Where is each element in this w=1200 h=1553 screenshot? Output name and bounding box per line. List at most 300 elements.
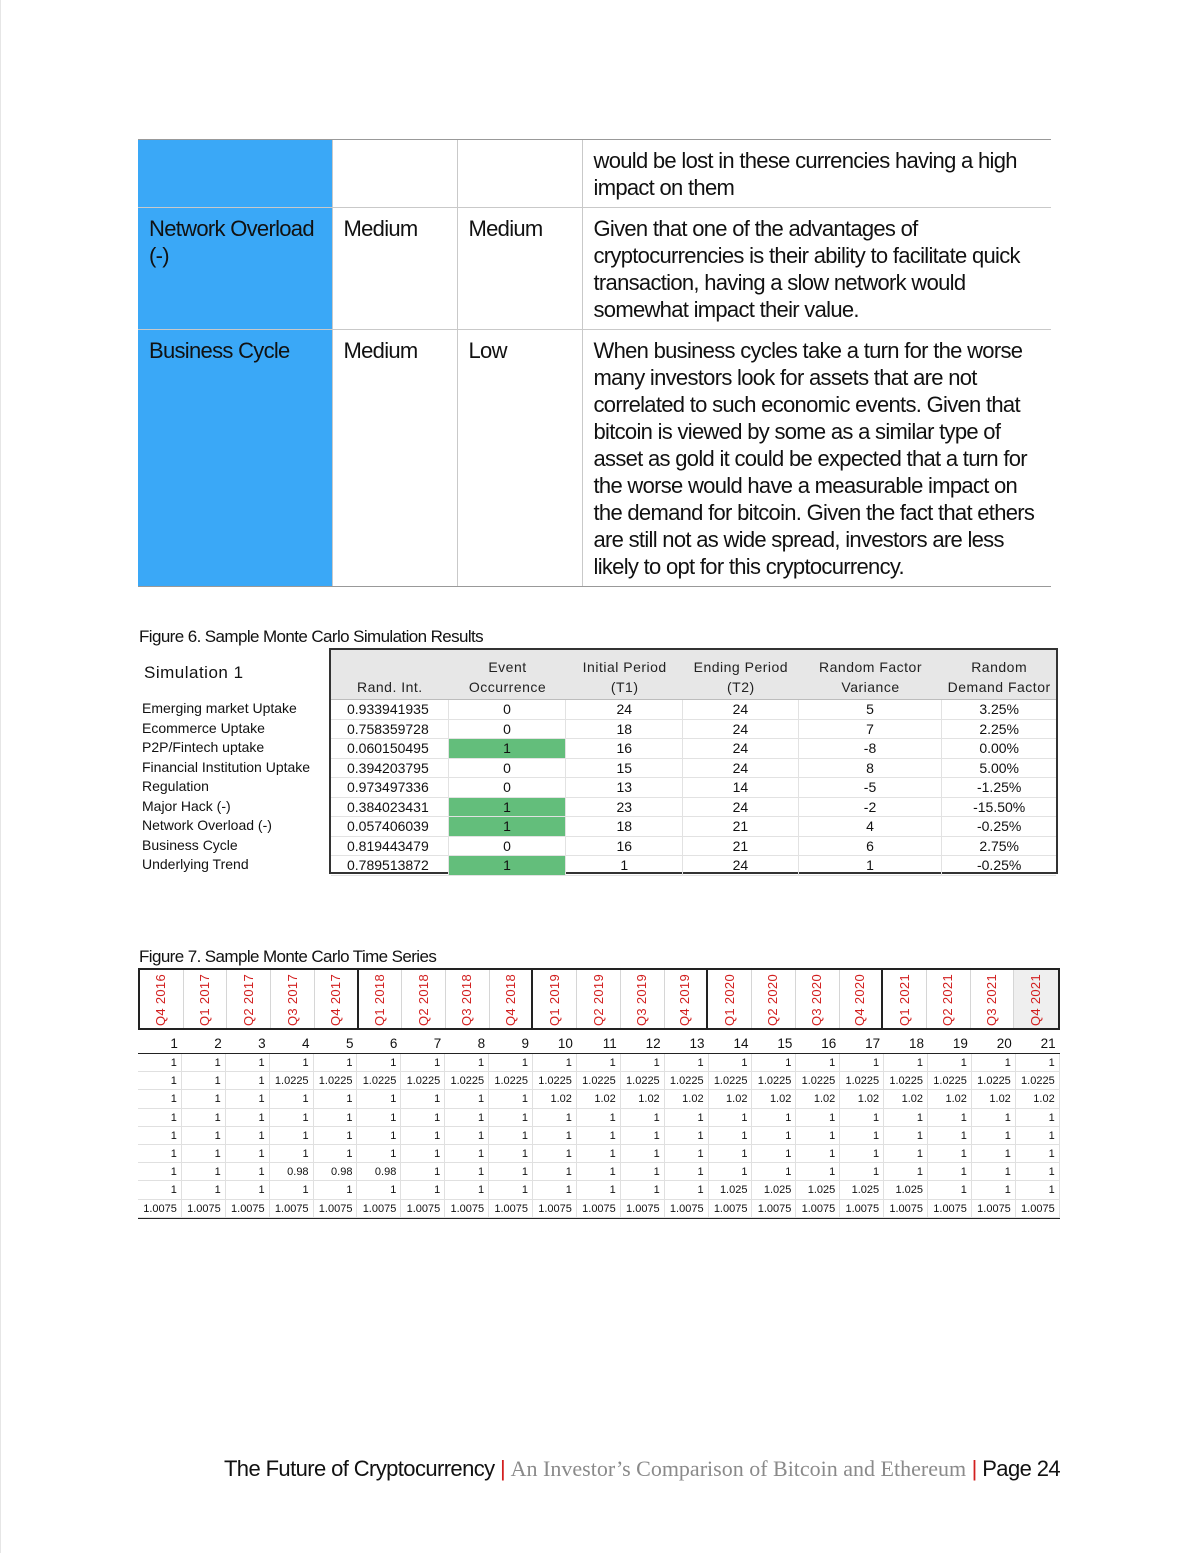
time-series-cell: 1.02 xyxy=(752,1090,796,1108)
time-series-cell: 1 xyxy=(489,1181,533,1199)
time-series-cell: 1 xyxy=(138,1054,182,1072)
time-series-cell: 1 xyxy=(138,1109,182,1127)
time-series-cell: 1 xyxy=(533,1145,577,1163)
period-number: 6 xyxy=(389,1036,398,1051)
simulation-factor-label: Network Overload (-) xyxy=(142,817,272,833)
time-series-cell: 1.0075 xyxy=(489,1200,533,1218)
simulation-cell-demand: 0.00% xyxy=(942,739,1056,759)
time-series-cell: 1 xyxy=(270,1054,314,1072)
simulation-cell-demand: 3.25% xyxy=(942,700,1056,720)
period-number: 5 xyxy=(345,1036,354,1051)
quarter-header-cell xyxy=(533,970,577,1028)
simulation-table-body xyxy=(331,700,1056,876)
simulation-cell-demand: 2.75% xyxy=(942,837,1056,857)
time-series-cell: 1 xyxy=(401,1090,445,1108)
time-series-cell: 1 xyxy=(182,1181,226,1199)
risk-factor-name xyxy=(138,140,332,208)
simulation-row xyxy=(331,720,1056,740)
time-series-cell: 1 xyxy=(489,1145,533,1163)
time-series-cell: 1 xyxy=(972,1163,1016,1181)
simulation-cell-rand: 0.973497336 xyxy=(331,778,449,798)
time-series-cell: 1 xyxy=(928,1163,972,1181)
simulation-cell-event: 0 xyxy=(449,778,567,798)
simulation-cell-t2: 21 xyxy=(683,817,799,837)
time-series-cell: 1 xyxy=(1016,1145,1060,1163)
time-series-cell: 1 xyxy=(752,1163,796,1181)
quarter-label: Q2 2018 xyxy=(415,974,431,1026)
time-series-cell: 1 xyxy=(972,1181,1016,1199)
quarter-label: Q1 2019 xyxy=(546,974,562,1026)
time-series-cell: 1 xyxy=(357,1109,401,1127)
time-series-cell: 1.02 xyxy=(796,1090,840,1108)
time-series-cell: 1 xyxy=(796,1127,840,1145)
time-series-cell: 1.02 xyxy=(884,1090,928,1108)
time-series-cell: 1.02 xyxy=(1016,1090,1060,1108)
time-series-cell: 1 xyxy=(665,1127,709,1145)
time-series-cell: 1 xyxy=(182,1127,226,1145)
time-series-cell: 1 xyxy=(445,1054,489,1072)
time-series-cell: 1 xyxy=(621,1127,665,1145)
time-series-cell: 1 xyxy=(445,1090,489,1108)
header-line-1: Event xyxy=(488,659,527,675)
simulation-factor-label: Underlying Trend xyxy=(142,856,249,872)
time-series-cell: 1 xyxy=(577,1054,621,1072)
quarter-label: Q3 2019 xyxy=(634,974,650,1026)
time-series-cell: 1 xyxy=(270,1181,314,1199)
time-series-cell: 1 xyxy=(577,1145,621,1163)
time-series-cell: 1 xyxy=(533,1163,577,1181)
time-series-cell: 1 xyxy=(884,1127,928,1145)
simulation-results-table xyxy=(329,648,1058,874)
time-series-cell: 1 xyxy=(972,1127,1016,1145)
time-series-cell: 1.025 xyxy=(709,1181,753,1199)
header-line-1: Ending Period xyxy=(693,659,789,675)
simulation-row xyxy=(331,739,1056,759)
time-series-cell: 1 xyxy=(357,1054,401,1072)
simulation-row xyxy=(331,856,1056,876)
header-line-2: (T2) xyxy=(727,679,755,695)
time-series-cell: 1.0225 xyxy=(577,1072,621,1090)
period-number: 7 xyxy=(433,1036,442,1051)
period-number: 17 xyxy=(865,1036,881,1051)
quarter-header-cell xyxy=(1014,970,1058,1028)
quarter-header-cell xyxy=(665,970,709,1028)
period-number: 8 xyxy=(477,1036,486,1051)
time-series-cell: 1 xyxy=(357,1145,401,1163)
period-number: 12 xyxy=(645,1036,661,1051)
time-series-cell: 1.0225 xyxy=(621,1072,665,1090)
simulation-factor-label: Emerging market Uptake xyxy=(142,700,297,716)
simulation-cell-variance: 7 xyxy=(799,720,943,740)
time-series-row xyxy=(138,1127,1060,1145)
impact-description: Given that one of the advantages of cryptocurrencies is their ability to facilitate quick transaction, having a slow network would somewhat impact their value. xyxy=(582,208,1051,330)
time-series-cell: 1 xyxy=(621,1145,665,1163)
quarter-header-cell xyxy=(184,970,228,1028)
quarter-label: Q2 2021 xyxy=(940,974,956,1026)
time-series-cell: 1.0225 xyxy=(928,1072,972,1090)
time-series-cell: 1 xyxy=(445,1163,489,1181)
simulation-cell-variance: 6 xyxy=(799,837,943,857)
time-series-cell: 1.0225 xyxy=(840,1072,884,1090)
time-series-row xyxy=(138,1163,1060,1181)
time-series-cell: 1 xyxy=(533,1181,577,1199)
page-footer xyxy=(224,1456,1060,1482)
risk-row xyxy=(138,330,1051,587)
period-number: 4 xyxy=(302,1036,310,1051)
quarter-header-cell xyxy=(359,970,403,1028)
time-series-cell: 1 xyxy=(1016,1163,1060,1181)
time-series-cell: 1 xyxy=(226,1090,270,1108)
time-series-cell: 1 xyxy=(489,1090,533,1108)
time-series-cell: 1.0225 xyxy=(445,1072,489,1090)
time-series-cell: 1 xyxy=(796,1145,840,1163)
simulation-cell-variance: -8 xyxy=(799,739,943,759)
time-series-cell: 1.0075 xyxy=(226,1200,270,1218)
time-series-cell: 1 xyxy=(884,1054,928,1072)
time-series-cell: 1 xyxy=(182,1109,226,1127)
time-series-cell: 1 xyxy=(884,1109,928,1127)
time-series-cell: 1.025 xyxy=(840,1181,884,1199)
time-series-cell: 1 xyxy=(1016,1181,1060,1199)
quarter-header-cell xyxy=(227,970,271,1028)
time-series-cell: 1 xyxy=(1016,1127,1060,1145)
time-series-cell: 1 xyxy=(182,1145,226,1163)
time-series-cell: 1 xyxy=(972,1109,1016,1127)
page-edge xyxy=(0,0,1,1553)
time-series-cell: 1 xyxy=(226,1127,270,1145)
quarter-label: Q1 2017 xyxy=(197,974,213,1026)
time-series-cell: 1 xyxy=(489,1127,533,1145)
simulation-cell-event: 0 xyxy=(449,837,567,857)
simulation-cell-t2: 24 xyxy=(683,759,799,779)
time-series-cell: 1.0225 xyxy=(709,1072,753,1090)
simulation-cell-t2: 24 xyxy=(683,700,799,720)
header-line-1: Random xyxy=(971,659,1028,675)
time-series-cell: 1 xyxy=(884,1163,928,1181)
quarter-label: Q4 2021 xyxy=(1028,974,1044,1026)
time-series-cell: 1 xyxy=(665,1163,709,1181)
impact-description: would be lost in these currencies having a high impact on them xyxy=(582,140,1051,208)
simulation-cell-variance: -2 xyxy=(799,798,943,818)
quarter-label: Q4 2019 xyxy=(677,974,693,1026)
simulation-cell-t2: 24 xyxy=(683,798,799,818)
time-series-cell: 1 xyxy=(709,1127,753,1145)
time-series-cell: 1 xyxy=(796,1163,840,1181)
time-series-cell: 1 xyxy=(533,1109,577,1127)
simulation-factor-label: Financial Institution Uptake xyxy=(142,758,311,775)
time-series-quarter-header xyxy=(138,968,1060,1030)
simulation-cell-event: 1 xyxy=(449,817,567,837)
figure-7-caption: Figure 7. Sample Monte Carlo Time Series xyxy=(139,947,437,966)
time-series-cell: 1 xyxy=(314,1181,358,1199)
time-series-cell: 1 xyxy=(138,1181,182,1199)
period-number: 10 xyxy=(557,1036,573,1051)
impact-description: When business cycles take a turn for the worse many investors look for assets that are not correlated to such economic events. Given that bitcoin is viewed by some as a similar type of asset as gold it could be expected that a turn for the worse would have a measurable impact on the demand for bitcoin. Given the fact that ethers are still not as wide spread, investors are less likely to opt for this cryptocurrency. xyxy=(582,330,1051,587)
time-series-cell: 1.0075 xyxy=(182,1200,226,1218)
simulation-row xyxy=(331,798,1056,818)
period-number: 2 xyxy=(214,1036,222,1051)
time-series-cell: 1 xyxy=(182,1090,226,1108)
quarter-label: Q3 2017 xyxy=(284,974,300,1026)
simulation-header-cell xyxy=(331,650,449,699)
time-series-cell: 0.98 xyxy=(357,1163,401,1181)
figure-6-caption: Figure 6. Sample Monte Carlo Simulation Results xyxy=(139,627,484,646)
header-line-2: Variance xyxy=(841,679,900,695)
time-series-cell: 1 xyxy=(621,1163,665,1181)
time-series-cell: 1 xyxy=(577,1181,621,1199)
time-series-cell: 1 xyxy=(314,1109,358,1127)
time-series-cell: 1 xyxy=(270,1127,314,1145)
time-series-cell: 1 xyxy=(445,1145,489,1163)
time-series-cell: 1.0225 xyxy=(796,1072,840,1090)
footer-title: The Future of Cryptocurrency xyxy=(223,1456,495,1481)
header-line-2: Rand. Int. xyxy=(356,679,423,695)
header-line-2: (T1) xyxy=(610,679,639,695)
simulation-cell-event: 1 xyxy=(449,856,567,876)
ether-impact: Medium xyxy=(457,208,582,330)
time-series-cell: 1.025 xyxy=(796,1181,840,1199)
time-series-cell: 1 xyxy=(357,1127,401,1145)
time-series-cell: 1.0075 xyxy=(884,1200,928,1218)
simulation-cell-t1: 16 xyxy=(566,739,683,759)
time-series-row xyxy=(138,1145,1060,1163)
time-series-cell: 1.0075 xyxy=(709,1200,753,1218)
time-series-cell: 1.0225 xyxy=(489,1072,533,1090)
risk-factor-name: Business Cycle xyxy=(138,330,332,587)
time-series-cell: 1 xyxy=(928,1127,972,1145)
quarter-header-cell xyxy=(577,970,621,1028)
simulation-table-header xyxy=(331,650,1056,700)
simulation-cell-t1: 1 xyxy=(566,856,683,876)
time-series-cell: 1 xyxy=(226,1054,270,1072)
simulation-cell-t1: 13 xyxy=(566,778,683,798)
time-series-cell: 1 xyxy=(928,1181,972,1199)
time-series-cell: 1.0075 xyxy=(752,1200,796,1218)
footer-subtitle: An Investor’s Comparison of Bitcoin and Ethereum xyxy=(510,1456,967,1481)
simulation-cell-rand: 0.758359728 xyxy=(331,720,449,740)
time-series-cell: 1 xyxy=(489,1109,533,1127)
quarter-header-cell xyxy=(271,970,315,1028)
time-series-cell: 1.0075 xyxy=(533,1200,577,1218)
time-series-cell: 1 xyxy=(314,1145,358,1163)
simulation-cell-rand: 0.060150495 xyxy=(331,739,449,759)
simulation-factor-label: Business Cycle xyxy=(142,836,238,853)
simulation-cell-demand: -1.25% xyxy=(942,778,1056,798)
quarter-header-cell xyxy=(971,970,1015,1028)
time-series-cell: 1.0225 xyxy=(533,1072,577,1090)
time-series-cell: 1 xyxy=(270,1090,314,1108)
quarter-label: Q3 2020 xyxy=(809,974,825,1026)
time-series-cell: 1 xyxy=(182,1072,226,1090)
time-series-cell: 1 xyxy=(533,1127,577,1145)
simulation-cell-rand: 0.933941935 xyxy=(331,700,449,720)
simulation-cell-t1: 18 xyxy=(566,817,683,837)
time-series-cell: 1 xyxy=(621,1181,665,1199)
time-series-cell: 1 xyxy=(709,1054,753,1072)
time-series-cell: 1 xyxy=(796,1109,840,1127)
time-series-cell: 1.02 xyxy=(840,1090,884,1108)
time-series-cell: 1.0225 xyxy=(752,1072,796,1090)
time-series-cell: 1 xyxy=(621,1054,665,1072)
time-series-cell: 1 xyxy=(665,1145,709,1163)
simulation-cell-t2: 24 xyxy=(683,856,799,876)
simulation-cell-t2: 21 xyxy=(683,837,799,857)
time-series-cell: 1 xyxy=(401,1163,445,1181)
time-series-cell: 1.0075 xyxy=(796,1200,840,1218)
time-series-cell: 1 xyxy=(928,1054,972,1072)
risk-row xyxy=(138,208,1051,330)
time-series-cell: 1 xyxy=(1016,1109,1060,1127)
time-series-row xyxy=(138,1181,1060,1199)
period-number: 13 xyxy=(689,1036,705,1051)
time-series-cell: 1.02 xyxy=(972,1090,1016,1108)
period-number: 15 xyxy=(777,1036,793,1051)
period-number: 3 xyxy=(258,1036,266,1051)
time-series-cell: 1.0075 xyxy=(665,1200,709,1218)
time-series-cell: 1.0075 xyxy=(357,1200,401,1218)
time-series-cell: 1 xyxy=(972,1145,1016,1163)
quarter-header-cell xyxy=(446,970,490,1028)
time-series-cell: 1.025 xyxy=(752,1181,796,1199)
time-series-cell: 1.0225 xyxy=(972,1072,1016,1090)
quarter-label: Q2 2017 xyxy=(240,974,256,1026)
time-series-cell: 1.0075 xyxy=(401,1200,445,1218)
ether-impact: Low xyxy=(457,330,582,587)
time-series-cell: 1 xyxy=(445,1127,489,1145)
simulation-cell-t2: 24 xyxy=(683,720,799,740)
simulation-header-cell xyxy=(942,650,1056,699)
time-series-cell: 1.0225 xyxy=(1016,1072,1060,1090)
time-series-cell: 1 xyxy=(401,1054,445,1072)
time-series-cell: 1 xyxy=(577,1163,621,1181)
time-series-cell: 1 xyxy=(752,1127,796,1145)
header-line-1: Random Factor xyxy=(819,659,922,675)
quarter-header-cell xyxy=(621,970,665,1028)
time-series-cell: 1 xyxy=(840,1054,884,1072)
time-series-cell: 1.02 xyxy=(928,1090,972,1108)
simulation-cell-event: 0 xyxy=(449,700,567,720)
time-series-cell: 1 xyxy=(665,1109,709,1127)
quarter-header-cell xyxy=(752,970,796,1028)
simulation-row xyxy=(331,837,1056,857)
simulation-header-cell xyxy=(566,650,683,699)
simulation-cell-t1: 23 xyxy=(566,798,683,818)
simulation-cell-variance: 4 xyxy=(799,817,943,837)
header-line-1: Initial Period xyxy=(582,659,667,675)
simulation-cell-rand: 0.789513872 xyxy=(331,856,449,876)
quarter-header-cell xyxy=(796,970,840,1028)
time-series-cell: 1 xyxy=(621,1109,665,1127)
time-series-cell: 1.0075 xyxy=(928,1200,972,1218)
time-series-cell: 1.0075 xyxy=(840,1200,884,1218)
time-series-table xyxy=(138,1035,1060,1219)
header-line-2: Occurrence xyxy=(468,679,547,695)
simulation-cell-t1: 18 xyxy=(566,720,683,740)
quarter-label: Q2 2020 xyxy=(765,974,781,1026)
quarter-label: Q1 2018 xyxy=(371,974,387,1026)
time-series-cell: 1 xyxy=(138,1072,182,1090)
time-series-cell: 1.0075 xyxy=(270,1200,314,1218)
quarter-label: Q4 2017 xyxy=(327,974,343,1026)
time-series-cell: 1 xyxy=(226,1072,270,1090)
time-series-cell: 1.02 xyxy=(621,1090,665,1108)
quarter-header-cell xyxy=(927,970,971,1028)
time-series-cell: 1 xyxy=(270,1109,314,1127)
time-series-cell: 1 xyxy=(752,1054,796,1072)
period-number: 9 xyxy=(521,1036,530,1051)
time-series-cell: 1 xyxy=(182,1054,226,1072)
time-series-row xyxy=(138,1090,1060,1108)
simulation-cell-variance: 5 xyxy=(799,700,943,720)
time-series-cell: 1 xyxy=(752,1145,796,1163)
simulation-cell-variance: 1 xyxy=(799,856,943,876)
simulation-cell-variance: 8 xyxy=(799,759,943,779)
simulation-cell-rand: 0.384023431 xyxy=(331,798,449,818)
time-series-cell: 1.02 xyxy=(665,1090,709,1108)
time-series-cell: 1.0075 xyxy=(577,1200,621,1218)
simulation-factor-label: Major Hack (-) xyxy=(142,797,231,814)
time-series-cell: 1 xyxy=(840,1145,884,1163)
simulation-cell-t1: 15 xyxy=(566,759,683,779)
time-series-cell: 1.02 xyxy=(533,1090,577,1108)
time-series-cell: 1.0225 xyxy=(665,1072,709,1090)
time-series-cell: 1.0225 xyxy=(401,1072,445,1090)
time-series-cell: 1 xyxy=(226,1163,270,1181)
time-series-cell: 1 xyxy=(314,1127,358,1145)
time-series-cell: 1 xyxy=(1016,1054,1060,1072)
time-series-cell: 1 xyxy=(972,1054,1016,1072)
simulation-header-cell xyxy=(799,650,943,699)
bitcoin-impact: Medium xyxy=(332,330,457,587)
period-number: 21 xyxy=(1040,1036,1056,1051)
simulation-cell-t2: 14 xyxy=(683,778,799,798)
time-series-row xyxy=(138,1054,1060,1072)
time-series-cell: 1.02 xyxy=(577,1090,621,1108)
simulation-cell-demand: -0.25% xyxy=(942,856,1056,876)
quarter-header-cell xyxy=(708,970,752,1028)
period-number: 18 xyxy=(909,1036,925,1051)
time-series-cell: 1 xyxy=(752,1109,796,1127)
time-series-cell: 1.0075 xyxy=(138,1200,182,1218)
time-series-cell: 1 xyxy=(840,1163,884,1181)
period-number: 1 xyxy=(170,1036,178,1051)
footer-separator: | xyxy=(971,1456,977,1481)
quarter-header-cell xyxy=(315,970,359,1028)
time-series-cell: 1.0075 xyxy=(1016,1200,1060,1218)
bitcoin-impact: Medium xyxy=(332,208,457,330)
quarter-header-cell xyxy=(883,970,927,1028)
time-series-cell: 1.0225 xyxy=(357,1072,401,1090)
time-series-cell: 1 xyxy=(314,1054,358,1072)
quarter-label: Q1 2020 xyxy=(721,974,737,1026)
time-series-cell: 1 xyxy=(709,1109,753,1127)
quarter-label: Q4 2020 xyxy=(852,974,868,1026)
footer-page-number: Page 24 xyxy=(982,1456,1060,1481)
time-series-cell: 1 xyxy=(226,1109,270,1127)
risk-factor-table xyxy=(138,139,1051,587)
period-number: 14 xyxy=(733,1036,749,1051)
time-series-cell: 1 xyxy=(709,1145,753,1163)
time-series-cell: 1.0225 xyxy=(884,1072,928,1090)
time-series-cell: 1 xyxy=(226,1181,270,1199)
simulation-factor-label: P2P/Fintech uptake xyxy=(142,739,265,755)
simulation-cell-t1: 16 xyxy=(566,837,683,857)
quarter-header-cell xyxy=(402,970,446,1028)
simulation-row xyxy=(331,759,1056,779)
time-series-cell: 0.98 xyxy=(314,1163,358,1181)
simulation-cell-t1: 24 xyxy=(566,700,683,720)
time-series-cell: 1.0225 xyxy=(314,1072,358,1090)
